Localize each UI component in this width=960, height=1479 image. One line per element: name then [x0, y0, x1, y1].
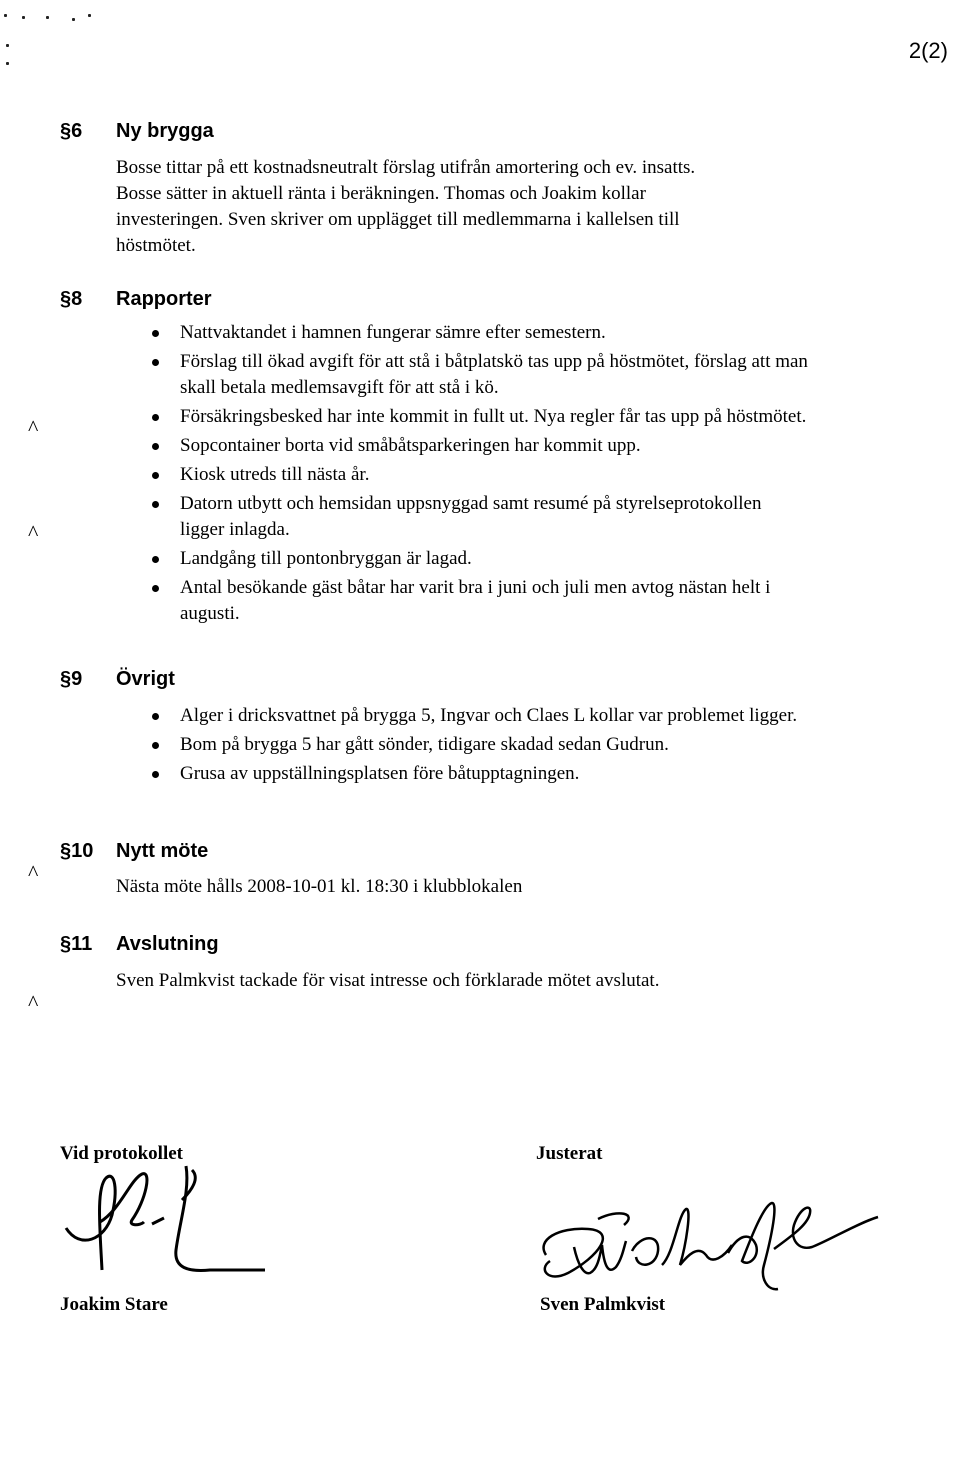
- section-number: §10: [60, 840, 94, 862]
- section-number: §11: [60, 933, 93, 955]
- section-title: Nytt möte: [116, 840, 209, 862]
- section-number: §6: [60, 120, 83, 142]
- section-title: Rapporter: [116, 288, 212, 310]
- list-item: Sopcontainer borta vid småbåtsparkeringen har kommit upp.: [148, 433, 808, 459]
- section-number: §9: [60, 668, 83, 690]
- list-item: Förslag till ökad avgift för att stå i båtplatskö tas upp på höstmötet, förslag att man skall betala medlemsavgift för att stå i kö.: [148, 349, 808, 401]
- text-line: Bosse sätter in aktuell ränta i beräkningen. Thomas och Joakim kollar: [116, 183, 646, 204]
- margin-check-mark: ^: [28, 520, 39, 545]
- handwritten-signature-right: [528, 1195, 888, 1305]
- signature-name: Sven Palmkvist: [540, 1294, 666, 1315]
- list-item: Landgång till pontonbryggan är lagad.: [148, 546, 808, 572]
- text-line: höstmötet.: [116, 235, 196, 256]
- list-item: Försäkringsbesked har inte kommit in fullt ut. Nya regler får tas upp på höstmötet.: [148, 404, 808, 430]
- list-item: Grusa av uppställningsplatsen före båtupptagningen.: [148, 761, 808, 787]
- handwritten-signature-left: [60, 1160, 280, 1285]
- list-item: Antal besökande gäst båtar har varit bra i juni och juli men avtog nästan helt i augusti.: [148, 575, 808, 627]
- section-title: Övrigt: [116, 668, 175, 690]
- scan-speck: [46, 16, 49, 19]
- margin-check-mark: ^: [28, 990, 39, 1015]
- scan-speck: [72, 18, 75, 21]
- section-text: Nästa möte hålls 2008-10-01 kl. 18:30 i klubblokalen: [116, 876, 523, 897]
- scan-speck: [6, 62, 9, 65]
- section-title: Ny brygga: [116, 120, 214, 142]
- list-item: Datorn utbytt och hemsidan uppsnyggad samt resumé på styrelseprotokollen ligger inlagda.: [148, 491, 808, 543]
- scan-speck: [88, 14, 91, 17]
- section-text: Sven Palmkvist tackade för visat intresse och förklarade mötet avslutat.: [116, 970, 660, 991]
- list-item: Alger i dricksvattnet på brygga 5, Ingvar och Claes L kollar var problemet ligger.: [148, 703, 808, 729]
- section-title: Avslutning: [116, 933, 219, 955]
- page-number: 2(2): [908, 38, 948, 63]
- bullet-list: [148, 703, 808, 790]
- signature-label: Justerat: [536, 1143, 603, 1164]
- list-item: Nattvaktandet i hamnen fungerar sämre efter semestern.: [148, 320, 808, 346]
- scan-speck: [22, 16, 25, 19]
- signature-name: Joakim Stare: [60, 1294, 168, 1315]
- bullet-list: [148, 320, 808, 630]
- list-item: Bom på brygga 5 har gått sönder, tidigare skadad sedan Gudrun.: [148, 732, 808, 758]
- scan-speck: [6, 44, 9, 47]
- text-line: investeringen. Sven skriver om upplägget till medlemmarna i kallelsen till: [116, 209, 680, 230]
- signature-label: Vid protokollet: [60, 1143, 183, 1164]
- scan-speck: [4, 14, 7, 17]
- list-item: Kiosk utreds till nästa år.: [148, 462, 808, 488]
- text-line: Bosse tittar på ett kostnadsneutralt förslag utifrån amortering och ev. insatts.: [116, 157, 696, 178]
- margin-check-mark: ^: [28, 860, 39, 885]
- section-number: §8: [60, 288, 83, 310]
- section-text: [116, 155, 816, 259]
- margin-check-mark: ^: [28, 415, 39, 440]
